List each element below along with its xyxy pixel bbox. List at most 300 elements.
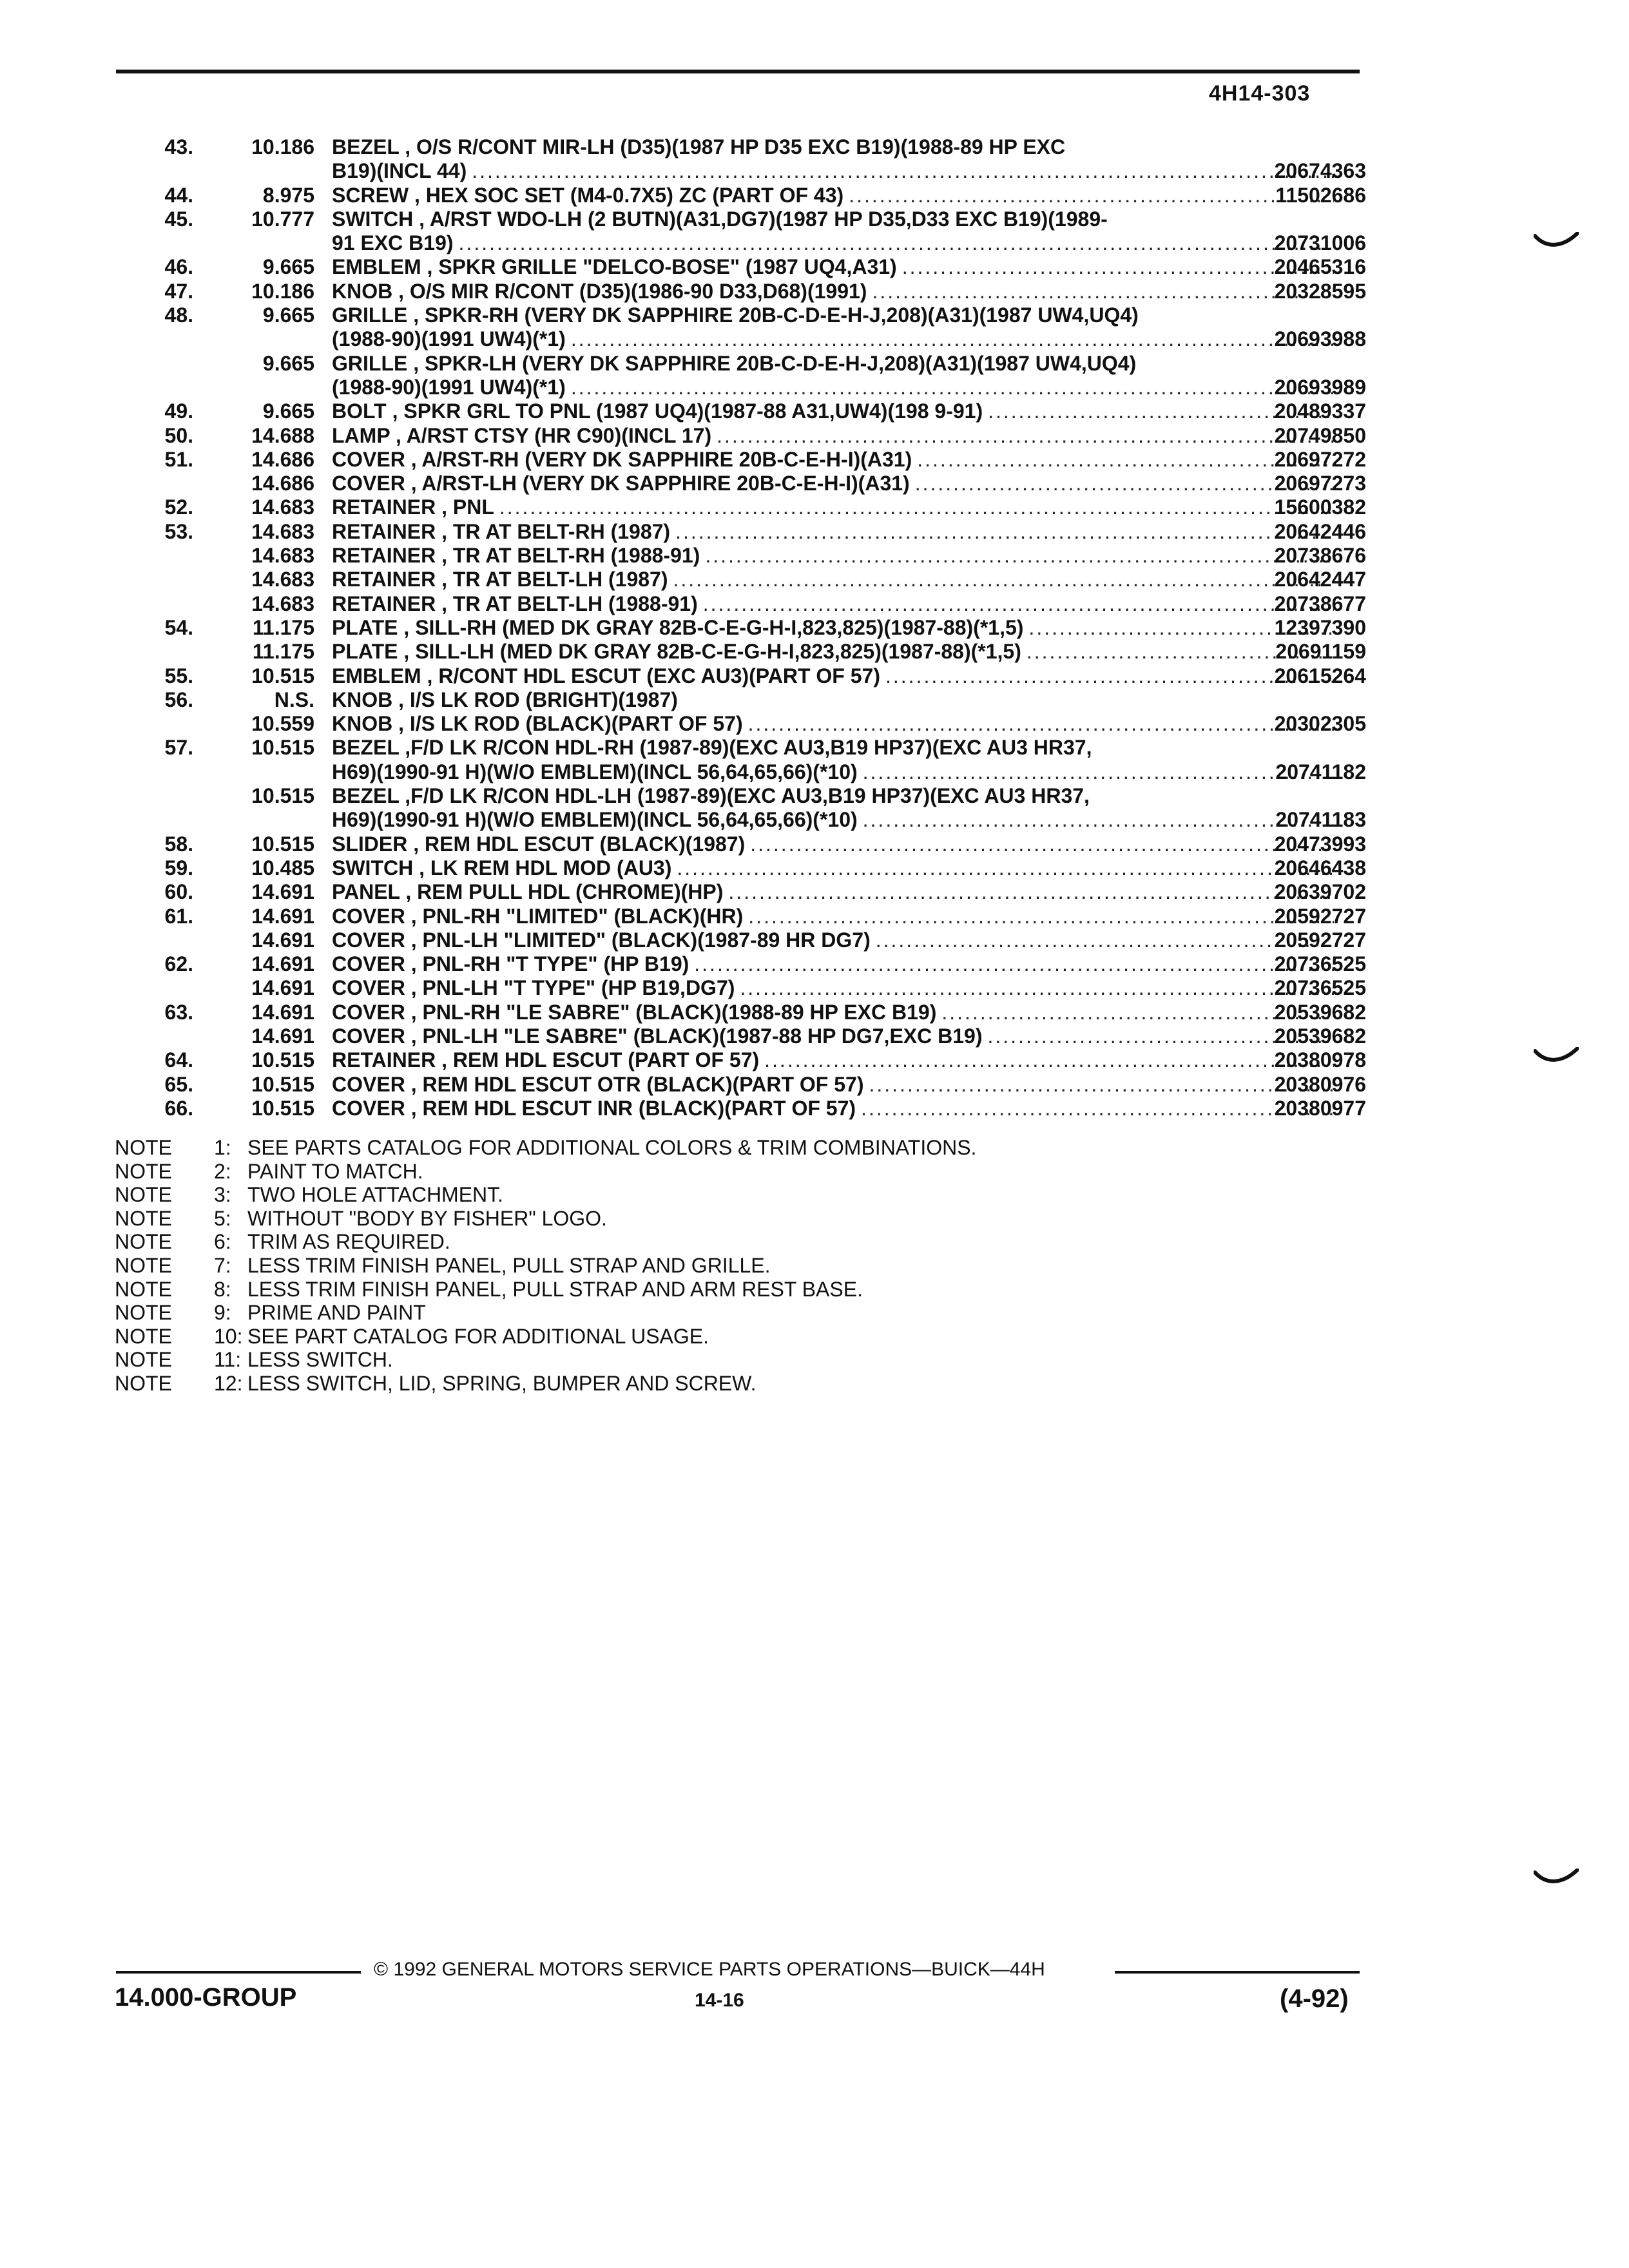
note-label: NOTE [115, 1230, 172, 1254]
binder-mark-icon [1534, 1047, 1579, 1066]
part-description [332, 135, 1334, 159]
part-description [332, 159, 1334, 183]
part-row [116, 736, 1366, 760]
note-text: LESS SWITCH, LID, SPRING, BUMPER AND SCREW. [247, 1371, 757, 1395]
part-row [116, 352, 1366, 376]
group-number: 14.691 [251, 952, 314, 976]
item-number: 46. [164, 255, 193, 279]
part-description [332, 592, 1334, 616]
note-line [115, 1230, 976, 1254]
binder-mark-icon [1534, 232, 1579, 251]
part-detail: , A/RST-LH (VERY DK SAPPHIRE 20B-C-E-H-I)(A31) [410, 472, 910, 495]
note-line [115, 1160, 976, 1184]
part-row [116, 159, 1366, 183]
note-line [115, 1136, 976, 1160]
part-row [116, 640, 1366, 664]
part-name: COVER [332, 1096, 405, 1120]
group-number: 14.691 [251, 904, 314, 928]
top-rule [116, 70, 1360, 73]
part-row [116, 688, 1366, 712]
part-row [116, 1073, 1366, 1097]
part-detail: (1988-90)(1991 UW4)(*1) [332, 327, 566, 351]
part-number: 20639702 [1274, 880, 1366, 904]
part-description [332, 472, 1334, 495]
note-line [115, 1207, 976, 1231]
part-detail: , A/RST CTSY (HR C90)(INCL 17) [395, 423, 712, 447]
item-number: 64. [164, 1048, 193, 1072]
item-number: 61. [164, 904, 193, 928]
part-row [116, 784, 1366, 808]
part-number: 20736525 [1274, 976, 1366, 1000]
note-text: PAINT TO MATCH. [247, 1159, 423, 1183]
part-number: 20697272 [1274, 447, 1366, 471]
part-detail: , TR AT BELT-LH (1988-91) [441, 591, 698, 615]
group-number: 9.665 [262, 303, 314, 327]
note-label: NOTE [115, 1159, 172, 1183]
part-number: 20693988 [1274, 327, 1366, 351]
part-name: GRILLE [332, 351, 408, 375]
group-number: 14.683 [251, 495, 314, 519]
page-number: 14-16 [695, 1990, 744, 2011]
note-label: NOTE [115, 1324, 172, 1348]
part-detail: , O/S R/CONT MIR-LH (D35)(1987 HP D35 EXC B19)(1988-89 HP EXC [405, 135, 1066, 159]
part-row [116, 808, 1366, 832]
part-detail: , SPKR-RH (VERY DK SAPPHIRE 20B-C-D-E-H-J,208)(A31)(1987 UW4,UQ4) [413, 303, 1139, 327]
part-row [116, 135, 1366, 159]
page-code: 4H14-303 [1209, 81, 1311, 106]
part-detail: , PNL-RH "LE SABRE" (BLACK)(1988-89 HP EXC B19) [410, 1000, 937, 1024]
note-line [115, 1325, 976, 1349]
part-description [332, 376, 1334, 399]
part-row [116, 255, 1366, 279]
leader-dots [675, 520, 1334, 544]
part-name: RETAINER [332, 495, 436, 519]
leader-dots [885, 664, 1334, 688]
part-number: 20749850 [1274, 423, 1366, 447]
note-number: 12: [214, 1371, 243, 1395]
note-text: TRIM AS REQUIRED. [247, 1230, 450, 1254]
part-number: 20741183 [1275, 808, 1366, 832]
part-row [116, 856, 1366, 880]
note-line [115, 1372, 976, 1396]
parts-list [116, 135, 1366, 1120]
note-number: 8: [214, 1277, 231, 1301]
part-number: 20642446 [1274, 519, 1366, 543]
note-label: NOTE [115, 1371, 172, 1395]
note-line [115, 1278, 976, 1302]
part-number: 20302305 [1274, 712, 1366, 736]
part-description [332, 495, 1334, 519]
part-row [116, 303, 1366, 327]
part-detail: , SILL-RH (MED DK GRAY 82B-C-E-G-H-I,823,825)(1987-88)(*1,5) [403, 615, 1024, 639]
part-name: BEZEL [332, 135, 400, 159]
part-number: 20738676 [1274, 544, 1366, 568]
item-number: 55. [164, 664, 193, 687]
part-detail: ,F/D LK R/CON HDL-RH (1987-89)(EXC AU3,B19 HP37)(EXC AU3 HR37, [405, 736, 1092, 760]
part-description [332, 280, 1334, 303]
part-number: 20328595 [1274, 279, 1366, 303]
part-description [332, 544, 1334, 568]
part-row [116, 905, 1366, 928]
part-row [116, 520, 1366, 544]
group-number: 9.665 [262, 351, 314, 375]
note-text: LESS TRIM FINISH PANEL, PULL STRAP AND GRILLE. [247, 1253, 771, 1277]
part-description [332, 976, 1334, 1000]
part-name: SCREW [332, 183, 409, 207]
part-detail: H69)(1990-91 H)(W/O EMBLEM)(INCL 56,64,65,66)(*10) [332, 808, 858, 832]
note-label: NOTE [115, 1253, 172, 1277]
part-detail: , REM HDL ESCUT (PART OF 57) [441, 1048, 760, 1072]
group-number: 11.175 [252, 615, 314, 639]
group-number: 10.515 [251, 784, 314, 808]
leader-dots [717, 424, 1334, 448]
footer-rule-right [1115, 1971, 1360, 1974]
leader-dots [750, 832, 1334, 856]
part-detail: , SPKR GRL TO PNL (1987 UQ4)(1987-88 A31,UW4)(198 9-91) [392, 399, 983, 423]
part-number: 20465316 [1274, 255, 1366, 279]
part-number: 20539682 [1274, 1024, 1366, 1048]
part-name: BEZEL [332, 736, 400, 760]
item-number: 59. [164, 856, 193, 879]
note-text: TWO HOLE ATTACHMENT. [247, 1183, 504, 1207]
part-description [332, 255, 1334, 279]
part-detail: , PNL [441, 495, 494, 519]
note-number: 2: [214, 1159, 231, 1183]
part-name: COVER [332, 904, 405, 928]
group-number: N.S. [274, 687, 314, 711]
part-name: KNOB [332, 279, 393, 303]
part-row [116, 928, 1366, 952]
part-detail: , O/S MIR R/CONT (D35)(1986-90 D33,D68)(1991) [398, 279, 867, 303]
part-name: KNOB [332, 687, 393, 711]
part-number: 20691159 [1275, 640, 1366, 664]
part-number: 20642447 [1274, 568, 1366, 591]
part-description [332, 760, 1334, 784]
leader-dots [917, 448, 1334, 472]
part-row [116, 592, 1366, 616]
part-row [116, 544, 1366, 568]
part-row [116, 207, 1366, 231]
part-row [116, 448, 1366, 472]
note-line [115, 1348, 976, 1372]
leader-dots [876, 928, 1334, 952]
part-description [332, 808, 1334, 832]
part-name: COVER [332, 447, 405, 471]
part-detail: , A/RST-RH (VERY DK SAPPHIRE 20B-C-E-H-I)(A31) [410, 447, 912, 471]
item-number: 63. [164, 1000, 193, 1024]
notes-list [115, 1136, 976, 1396]
part-row [116, 880, 1366, 904]
part-name: SLIDER [332, 832, 408, 856]
leader-dots [673, 568, 1335, 591]
part-row [116, 568, 1366, 591]
part-description [332, 616, 1334, 640]
leader-dots [677, 856, 1334, 880]
part-description [332, 327, 1334, 351]
part-description [332, 736, 1334, 760]
item-number: 62. [164, 952, 193, 976]
note-label: NOTE [115, 1183, 172, 1207]
group-number: 14.691 [251, 1000, 314, 1024]
part-number: 20473993 [1274, 832, 1366, 856]
note-number: 7: [214, 1253, 231, 1277]
item-number: 57. [164, 736, 193, 760]
part-detail: 91 EXC B19) [332, 231, 454, 255]
leader-dots [459, 231, 1334, 255]
item-number: 54. [164, 615, 193, 639]
item-number: 52. [164, 495, 193, 519]
part-description [332, 448, 1334, 472]
part-number: 20380978 [1274, 1048, 1366, 1072]
part-name: SWITCH [332, 856, 414, 879]
note-number: 3: [214, 1183, 231, 1207]
leader-dots [849, 184, 1334, 207]
part-number: 20738677 [1274, 591, 1366, 615]
note-text: LESS SWITCH. [247, 1348, 393, 1372]
part-name: COVER [332, 472, 405, 495]
part-detail: , SPKR GRILLE "DELCO-BOSE" (1987 UQ4,A31) [427, 255, 897, 279]
part-name: COVER [332, 976, 405, 1000]
part-number: 20539682 [1274, 1000, 1366, 1024]
part-description [332, 784, 1334, 808]
part-detail: , PNL-RH "LIMITED" (BLACK)(HR) [410, 904, 744, 928]
part-row [116, 712, 1366, 736]
part-name: PANEL [332, 880, 400, 904]
group-label: 14.000-GROUP [115, 1983, 297, 2012]
part-description [332, 207, 1334, 231]
part-name: COVER [332, 1072, 405, 1096]
leader-dots [740, 976, 1334, 1000]
group-number: 10.186 [251, 279, 314, 303]
part-detail: , REM HDL ESCUT (BLACK)(1987) [413, 832, 746, 856]
item-number: 43. [164, 135, 193, 159]
part-description [332, 352, 1334, 376]
note-label: NOTE [115, 1301, 172, 1325]
part-name: RETAINER [332, 544, 436, 568]
part-name: RETAINER [332, 519, 436, 543]
revision-date: (4-92) [1280, 1984, 1349, 2013]
part-row [116, 495, 1366, 519]
part-name: BEZEL [332, 784, 400, 808]
part-number: 20592727 [1274, 904, 1366, 928]
note-number: 5: [214, 1206, 231, 1230]
note-text: SEE PART CATALOG FOR ADDITIONAL USAGE. [247, 1324, 709, 1348]
part-detail: , I/S LK ROD (BLACK)(PART OF 57) [398, 712, 743, 736]
note-label: NOTE [115, 1277, 172, 1301]
group-number: 14.683 [251, 544, 314, 568]
group-number: 10.515 [251, 736, 314, 760]
item-number: 45. [164, 207, 193, 231]
part-description [332, 880, 1334, 904]
note-text: LESS TRIM FINISH PANEL, PULL STRAP AND ARM REST BASE. [247, 1277, 863, 1301]
note-number: 9: [214, 1301, 231, 1325]
group-number: 10.515 [251, 1048, 314, 1072]
part-number: 15600382 [1274, 495, 1366, 519]
binder-mark-icon [1534, 1869, 1579, 1888]
item-number: 66. [164, 1096, 193, 1120]
note-label: NOTE [115, 1136, 172, 1159]
part-name: RETAINER [332, 568, 436, 591]
part-description [332, 1073, 1334, 1097]
note-number: 10: [214, 1324, 243, 1348]
group-number: 9.665 [262, 255, 314, 279]
group-number: 10.515 [251, 832, 314, 856]
item-number: 44. [164, 183, 193, 207]
part-detail: , TR AT BELT-RH (1987) [441, 519, 671, 543]
item-number: 51. [164, 447, 193, 471]
part-detail: , PNL-LH "LIMITED" (BLACK)(1987-89 HR DG7) [410, 928, 871, 952]
part-name: SWITCH [332, 207, 414, 231]
part-description [332, 231, 1334, 255]
part-row [116, 399, 1366, 423]
note-number: 6: [214, 1230, 231, 1254]
part-detail: , REM HDL ESCUT OTR (BLACK)(PART OF 57) [410, 1072, 864, 1096]
note-line [115, 1301, 976, 1325]
part-row [116, 424, 1366, 448]
group-number: 10.485 [251, 856, 314, 879]
part-description [332, 1001, 1334, 1024]
part-number: 20592727 [1274, 928, 1366, 952]
part-name: COVER [332, 952, 405, 976]
part-detail: (1988-90)(1991 UW4)(*1) [332, 375, 566, 399]
part-description [332, 399, 1334, 423]
part-description [332, 856, 1334, 880]
group-number: 14.683 [251, 591, 314, 615]
part-number: 20731006 [1274, 231, 1366, 255]
part-row [116, 616, 1366, 640]
note-line [115, 1183, 976, 1207]
part-name: KNOB [332, 712, 393, 736]
part-row [116, 1001, 1366, 1024]
part-detail: , PNL-RH "T TYPE" (HP B19) [410, 952, 689, 976]
part-number: 20736525 [1274, 952, 1366, 976]
part-detail: , REM PULL HDL (CHROME)(HP) [405, 880, 724, 904]
note-text: WITHOUT "BODY BY FISHER" LOGO. [247, 1206, 607, 1230]
part-name: RETAINER [332, 1048, 436, 1072]
part-name: LAMP [332, 423, 390, 447]
item-number: 60. [164, 880, 193, 904]
leader-dots [915, 472, 1334, 495]
part-detail: , PNL-LH "LE SABRE" (BLACK)(1987-88 HP DG7,EXC B19) [410, 1024, 983, 1048]
part-number: 20646438 [1274, 856, 1366, 879]
leader-dots [728, 880, 1334, 904]
note-label: NOTE [115, 1348, 172, 1372]
part-number: 20697273 [1274, 472, 1366, 495]
item-number: 49. [164, 399, 193, 423]
leader-dots [703, 592, 1334, 616]
leader-dots [863, 760, 1334, 784]
part-name: EMBLEM [332, 255, 421, 279]
part-description [332, 1024, 1334, 1048]
item-number: 50. [164, 423, 193, 447]
part-row [116, 231, 1366, 255]
part-detail: , R/CONT HDL ESCUT (EXC AU3)(PART OF 57) [427, 664, 880, 687]
part-detail: , I/S LK ROD (BRIGHT)(1987) [398, 687, 678, 711]
part-detail: , SPKR-LH (VERY DK SAPPHIRE 20B-C-D-E-H-J,208)(A31)(1987 UW4,UQ4) [413, 351, 1137, 375]
part-name: COVER [332, 1024, 405, 1048]
item-number: 53. [164, 519, 193, 543]
group-number: 14.691 [251, 928, 314, 952]
leader-dots [571, 327, 1334, 351]
leader-dots [705, 544, 1334, 568]
part-description [332, 1048, 1334, 1072]
part-detail: , LK REM HDL MOD (AU3) [419, 856, 672, 879]
part-detail: , REM HDL ESCUT INR (BLACK)(PART OF 57) [410, 1096, 856, 1120]
group-number: 10.515 [251, 1072, 314, 1096]
part-description [332, 640, 1334, 664]
item-number: 56. [164, 687, 193, 711]
group-number: 14.688 [251, 423, 314, 447]
group-number: 14.683 [251, 568, 314, 591]
leader-dots [748, 905, 1334, 928]
part-row [116, 376, 1366, 399]
part-row [116, 327, 1366, 351]
group-number: 10.186 [251, 135, 314, 159]
part-description [332, 303, 1334, 327]
part-row [116, 664, 1366, 688]
part-name: PLATE [332, 615, 398, 639]
part-detail: , A/RST WDO-LH (2 BUTN)(A31,DG7)(1987 HP D35,D33 EXC B19)(1989- [419, 207, 1108, 231]
item-number: 47. [164, 279, 193, 303]
leader-dots [571, 376, 1334, 399]
note-text: SEE PARTS CATALOG FOR ADDITIONAL COLORS & TRIM COMBINATIONS. [247, 1136, 977, 1159]
group-number: 14.686 [251, 472, 314, 495]
part-detail: ,F/D LK R/CON HDL-LH (1987-89)(EXC AU3,B19 HP37)(EXC AU3 HR37, [405, 784, 1090, 808]
part-name: GRILLE [332, 303, 408, 327]
part-number: 20489337 [1274, 399, 1366, 423]
part-description [332, 520, 1334, 544]
part-detail: , TR AT BELT-RH (1988-91) [441, 544, 700, 568]
footer-rule-left [116, 1971, 361, 1974]
part-description [332, 952, 1334, 976]
part-number: 20615264 [1274, 664, 1366, 687]
part-row [116, 280, 1366, 303]
part-row [116, 952, 1366, 976]
part-description [332, 664, 1334, 688]
part-description [332, 424, 1334, 448]
part-detail: , SILL-LH (MED DK GRAY 82B-C-E-G-H-I,823,825)(1987-88)(*1,5) [403, 640, 1021, 664]
item-number: 65. [164, 1072, 193, 1096]
part-row [116, 1097, 1366, 1120]
part-description [332, 905, 1334, 928]
leader-dots [872, 280, 1334, 303]
part-number: 20380977 [1274, 1096, 1366, 1120]
part-description [332, 1097, 1334, 1120]
item-number: 58. [164, 832, 193, 856]
part-detail: , PNL-LH "T TYPE" (HP B19,DG7) [410, 976, 735, 1000]
leader-dots [902, 255, 1334, 279]
item-number: 48. [164, 303, 193, 327]
part-detail: B19)(INCL 44) [332, 159, 467, 183]
part-number: 20693989 [1274, 375, 1366, 399]
group-number: 14.686 [251, 447, 314, 471]
leader-dots [499, 495, 1334, 519]
leader-dots [869, 1073, 1334, 1097]
part-name: PLATE [332, 640, 398, 664]
part-name: BOLT [332, 399, 387, 423]
leader-dots [748, 712, 1334, 736]
note-text: PRIME AND PAINT [247, 1301, 426, 1325]
part-row [116, 472, 1366, 495]
leader-dots [861, 1097, 1334, 1120]
group-number: 14.683 [251, 519, 314, 543]
part-description [332, 928, 1334, 952]
part-description [332, 712, 1334, 736]
part-row [116, 760, 1366, 784]
part-name: COVER [332, 1000, 405, 1024]
part-name: COVER [332, 928, 405, 952]
group-number: 10.559 [251, 712, 314, 736]
